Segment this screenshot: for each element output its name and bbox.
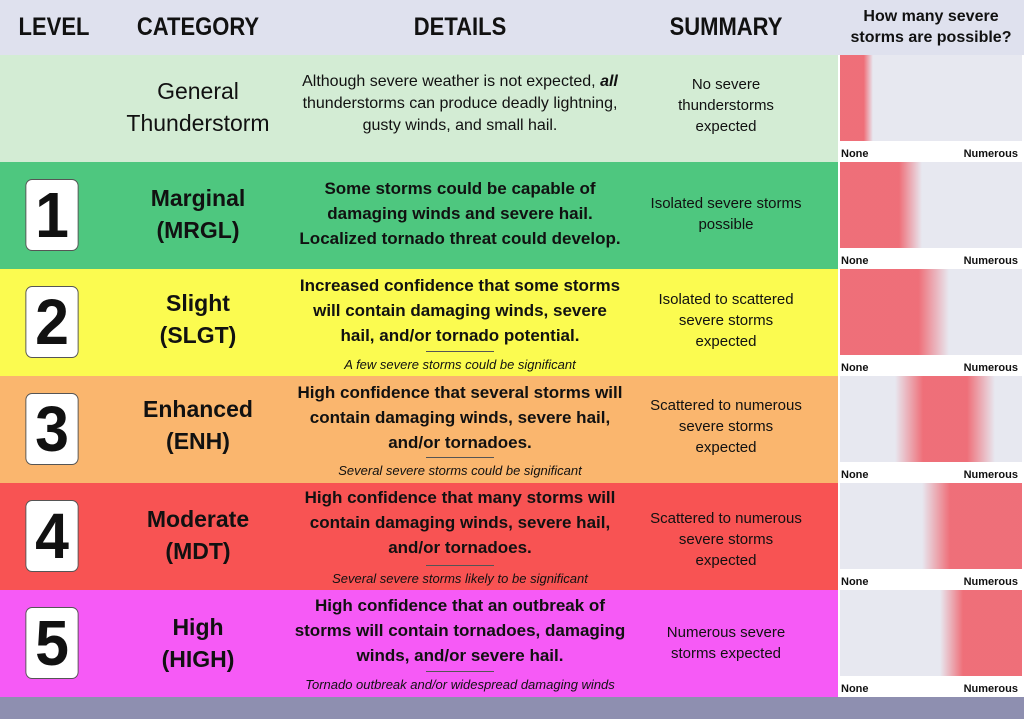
header-details: DETAILS xyxy=(413,13,507,41)
details-text xyxy=(285,71,635,137)
summary-line2: severe storms xyxy=(678,531,774,548)
graph-label-numerous: Numerous xyxy=(963,683,1018,695)
category-line2: (MDT) xyxy=(165,538,231,564)
divider xyxy=(426,565,494,566)
category-line1: General xyxy=(157,78,239,104)
category-line2: (MRGL) xyxy=(156,217,240,243)
details-text xyxy=(285,593,635,668)
category-line1: Moderate xyxy=(146,506,250,532)
summary-line2: possible xyxy=(698,216,754,233)
significance-note: Several severe storms could be significant xyxy=(338,463,582,478)
summary-text xyxy=(640,508,812,571)
graph-label-none: None xyxy=(841,469,869,481)
category-line1: High xyxy=(172,614,224,640)
storm-count-fill xyxy=(922,483,1022,569)
category-name xyxy=(112,503,284,567)
summary-text xyxy=(640,395,812,458)
category-line2: (ENH) xyxy=(166,428,230,454)
details-line1: Increased confidence that some storms xyxy=(299,276,621,295)
storm-count-bar xyxy=(840,162,1022,248)
header-question-line1: How many severe xyxy=(863,8,999,25)
level-number-badge: 1 xyxy=(25,179,78,251)
graph-label-none: None xyxy=(841,362,869,374)
details-emphasis: all xyxy=(600,73,618,90)
row-high xyxy=(0,590,838,697)
divider xyxy=(426,457,494,458)
graph-label-none: None xyxy=(841,148,869,160)
storm-count-fill xyxy=(940,590,1022,676)
details-text xyxy=(285,176,635,251)
category-name xyxy=(112,75,284,139)
header-question-line2: storms are possible? xyxy=(850,29,1012,46)
table-header xyxy=(0,0,1024,55)
summary-line2: storms expected xyxy=(670,645,782,662)
details-line1 xyxy=(285,71,635,93)
storm-count-bar xyxy=(840,269,1022,355)
level-number-badge: 4 xyxy=(25,500,78,572)
header-question xyxy=(838,6,1024,48)
row-marginal xyxy=(0,162,838,269)
storm-count-graph xyxy=(838,483,1024,590)
significance-note: Tornado outbreak and/or widespread damaging winds xyxy=(305,677,615,692)
details-line2: contain damaging winds, severe hail, xyxy=(309,408,611,427)
details-line2: contain damaging winds, severe hail, xyxy=(309,513,611,532)
details-text xyxy=(285,485,635,560)
storm-count-graph xyxy=(838,269,1024,376)
summary-line3: expected xyxy=(695,439,757,456)
storm-count-graph xyxy=(838,590,1024,697)
storm-count-bar xyxy=(840,483,1022,569)
storm-count-graph xyxy=(838,162,1024,269)
details-text xyxy=(285,380,635,455)
details-line3: hail, and/or tornado potential. xyxy=(340,326,580,345)
category-line2: (HIGH) xyxy=(161,646,235,672)
summary-line2: severe storms xyxy=(678,418,774,435)
category-name xyxy=(112,611,284,675)
summary-line1: Scattered to numerous xyxy=(650,510,802,527)
divider xyxy=(426,671,494,672)
storm-count-fill xyxy=(840,55,873,141)
header-summary: SUMMARY xyxy=(669,13,783,41)
summary-text xyxy=(640,622,812,664)
details-line2: storms will contain tornadoes, damaging xyxy=(294,621,626,640)
summary-text xyxy=(640,74,812,137)
category-line2: Thunderstorm xyxy=(126,110,270,136)
graph-label-none: None xyxy=(841,683,869,695)
summary-line1: Scattered to numerous xyxy=(650,397,802,414)
category-line1: Slight xyxy=(166,290,230,316)
storm-count-fill xyxy=(895,376,995,462)
graph-label-numerous: Numerous xyxy=(963,255,1018,267)
graph-label-none: None xyxy=(841,576,869,588)
category-line2: (SLGT) xyxy=(159,322,237,348)
graph-label-numerous: Numerous xyxy=(963,362,1018,374)
significance-note: Several severe storms likely to be significant xyxy=(332,571,588,586)
summary-line2: severe storms xyxy=(678,312,774,329)
header-category: CATEGORY xyxy=(136,13,260,41)
storm-count-graph xyxy=(838,55,1024,162)
header-level: LEVEL xyxy=(18,13,90,41)
summary-line1: Isolated to scattered xyxy=(658,291,794,308)
graph-label-numerous: Numerous xyxy=(963,576,1018,588)
details-line1: High confidence that several storms will xyxy=(297,383,623,402)
details-line3: and/or tornadoes. xyxy=(388,433,532,452)
summary-line1: Numerous severe xyxy=(666,624,786,641)
details-line1: High confidence that many storms will xyxy=(304,488,616,507)
significance-note: A few severe storms could be significant xyxy=(344,357,576,372)
details-line2: thunderstorms can produce deadly lightning, xyxy=(302,95,618,112)
level-number-badge: 3 xyxy=(25,393,78,465)
storm-count-fill xyxy=(840,162,922,248)
summary-line1: Isolated severe storms xyxy=(650,195,802,212)
details-line1: High confidence that an outbreak of xyxy=(315,596,605,615)
row-enhanced xyxy=(0,376,838,483)
details-line3: winds, and/or severe hail. xyxy=(356,646,564,665)
summary-text xyxy=(640,193,812,235)
summary-line3: expected xyxy=(695,552,757,569)
row-general-thunderstorm xyxy=(0,55,838,162)
row-moderate xyxy=(0,483,838,590)
category-line1: Marginal xyxy=(150,185,246,211)
summary-line1: No severe xyxy=(691,76,761,93)
details-line3: gusty winds, and small hail. xyxy=(362,117,558,134)
summary-line2: thunderstorms xyxy=(678,97,774,114)
storm-count-fill xyxy=(840,269,949,355)
details-line1-text: Although severe weather is not expected, xyxy=(302,73,601,90)
details-line2: damaging winds and severe hail. xyxy=(327,204,593,223)
details-text xyxy=(285,273,635,348)
category-line1: Enhanced xyxy=(143,396,253,422)
category-name xyxy=(112,287,284,351)
divider xyxy=(426,351,494,352)
storm-count-bar xyxy=(840,590,1022,676)
category-name xyxy=(112,182,284,246)
level-number-badge: 5 xyxy=(25,607,78,679)
graph-label-numerous: Numerous xyxy=(963,469,1018,481)
row-slight xyxy=(0,269,838,376)
storm-count-bar xyxy=(840,55,1022,141)
summary-text xyxy=(640,289,812,352)
summary-line3: expected xyxy=(695,118,757,135)
category-name xyxy=(112,393,284,457)
summary-line3: expected xyxy=(695,333,757,350)
graph-label-none: None xyxy=(841,255,869,267)
details-line3: Localized tornado threat could develop. xyxy=(299,229,621,248)
storm-count-graph xyxy=(838,376,1024,483)
graph-label-numerous: Numerous xyxy=(963,148,1018,160)
details-line2: will contain damaging winds, severe xyxy=(313,301,607,320)
details-line1: Some storms could be capable of xyxy=(324,179,596,198)
level-number-badge: 2 xyxy=(25,286,78,358)
storm-count-bar xyxy=(840,376,1022,462)
details-line3: and/or tornadoes. xyxy=(388,538,532,557)
